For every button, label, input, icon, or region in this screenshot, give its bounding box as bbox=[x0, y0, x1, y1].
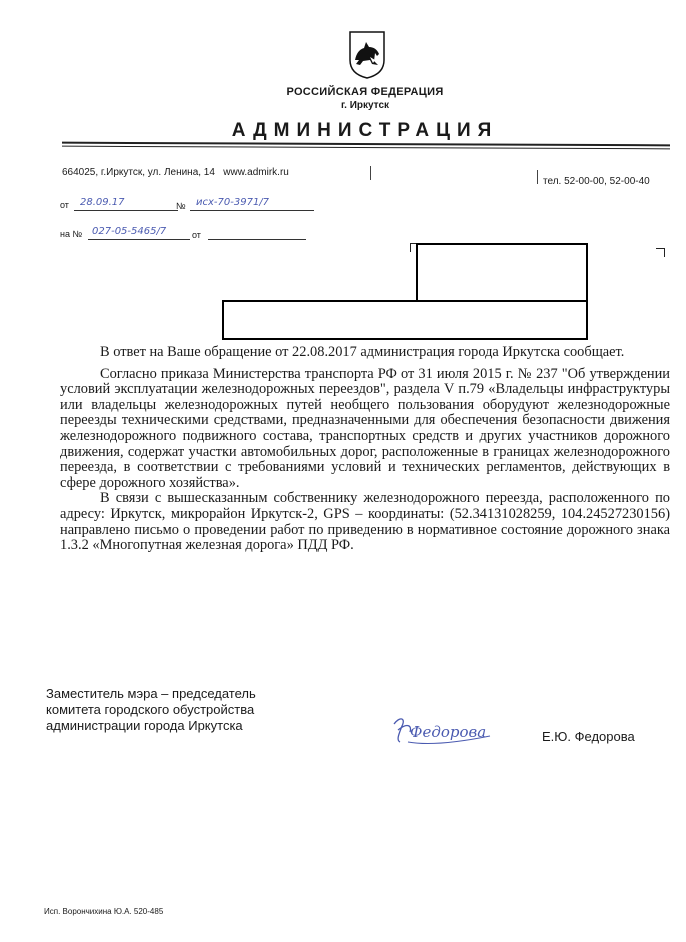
city-name: г. Иркутск bbox=[340, 100, 390, 111]
letter-body bbox=[60, 345, 670, 554]
ref-label: на № bbox=[60, 229, 83, 239]
registration-number: исх-70-3971/7 bbox=[190, 197, 314, 211]
signature-text: Федорова bbox=[410, 723, 487, 741]
reference-number: 027-05-5465/7 bbox=[88, 226, 190, 240]
redacted-recipient-name bbox=[416, 243, 588, 302]
date-label: от bbox=[60, 200, 69, 210]
paragraph-1: В ответ на Ваше обращение от 22.08.2017 администрация города Иркутска сообщает. bbox=[100, 344, 625, 360]
redacted-recipient-address bbox=[222, 300, 588, 340]
address-separator bbox=[370, 166, 371, 180]
signatory-name: Е.Ю. Федорова bbox=[542, 729, 635, 744]
organization-title: АДМИНИСТРАЦИЯ bbox=[231, 120, 499, 141]
address-line bbox=[62, 167, 289, 178]
reference-date bbox=[208, 226, 306, 240]
signatory-title bbox=[46, 686, 256, 734]
handwritten-signature bbox=[390, 712, 500, 757]
executor-info: Исп. Ворончихина Ю.А. 520-485 bbox=[44, 907, 164, 916]
signatory-title-line1: Заместитель мэра – председатель bbox=[46, 686, 256, 701]
number-label: № bbox=[176, 201, 186, 211]
phone-numbers: тел. 52-00-00, 52-00-40 bbox=[543, 176, 650, 187]
address: 664025, г.Иркутск, ул. Ленина, 14 bbox=[62, 167, 215, 178]
paragraph-2: Согласно приказа Министерства транспорта РФ от 31 июля 2015 г. № 237 "Об утверждении условий эксплуатации железнодорожных переездов", раздела V п.79 «Владельцы инфраструктуры или владельцы железнодорожных путей необщего пользования оборудуют железнодорожные переезды техническими средствами, предназначенными для обеспечения безопасности движения железнодорожного подвижного состава, транспортных средств и других участников дорожного движения, содержат участки автомобильных дорог, расположенные в границах железнодорожного переезда, в соответствии с требованиями условий и технических регламентов, действующих в сфере дорожного хозяйства». bbox=[60, 365, 670, 491]
signatory-title-line3: администрации города Иркутска bbox=[46, 718, 243, 733]
recipient-corner-right bbox=[656, 248, 665, 257]
registration-date: 28.09.17 bbox=[74, 197, 178, 211]
coat-of-arms-icon bbox=[348, 30, 386, 80]
website: www.admirk.ru bbox=[223, 167, 289, 178]
signatory-title-line2: комитета городского обустройства bbox=[46, 702, 255, 717]
header-divider-thin bbox=[62, 146, 670, 150]
country-name: РОССИЙСКАЯ ФЕДЕРАЦИЯ bbox=[286, 86, 444, 98]
ref-date-label: от bbox=[192, 230, 201, 240]
phone-separator bbox=[537, 170, 538, 184]
paragraph-3: В связи с вышесказанным собственнику железнодорожного переезда, расположенного по адресу: Иркутск, микрорайон Иркутск-2, GPS – координаты: (52.34131028259, 104.24527230156) направлено письмо о проведении работ по приведению в нормативное состояние дорожного знака 1.3.2 «Многопутная железная дорога» ПДД РФ. bbox=[60, 490, 670, 554]
